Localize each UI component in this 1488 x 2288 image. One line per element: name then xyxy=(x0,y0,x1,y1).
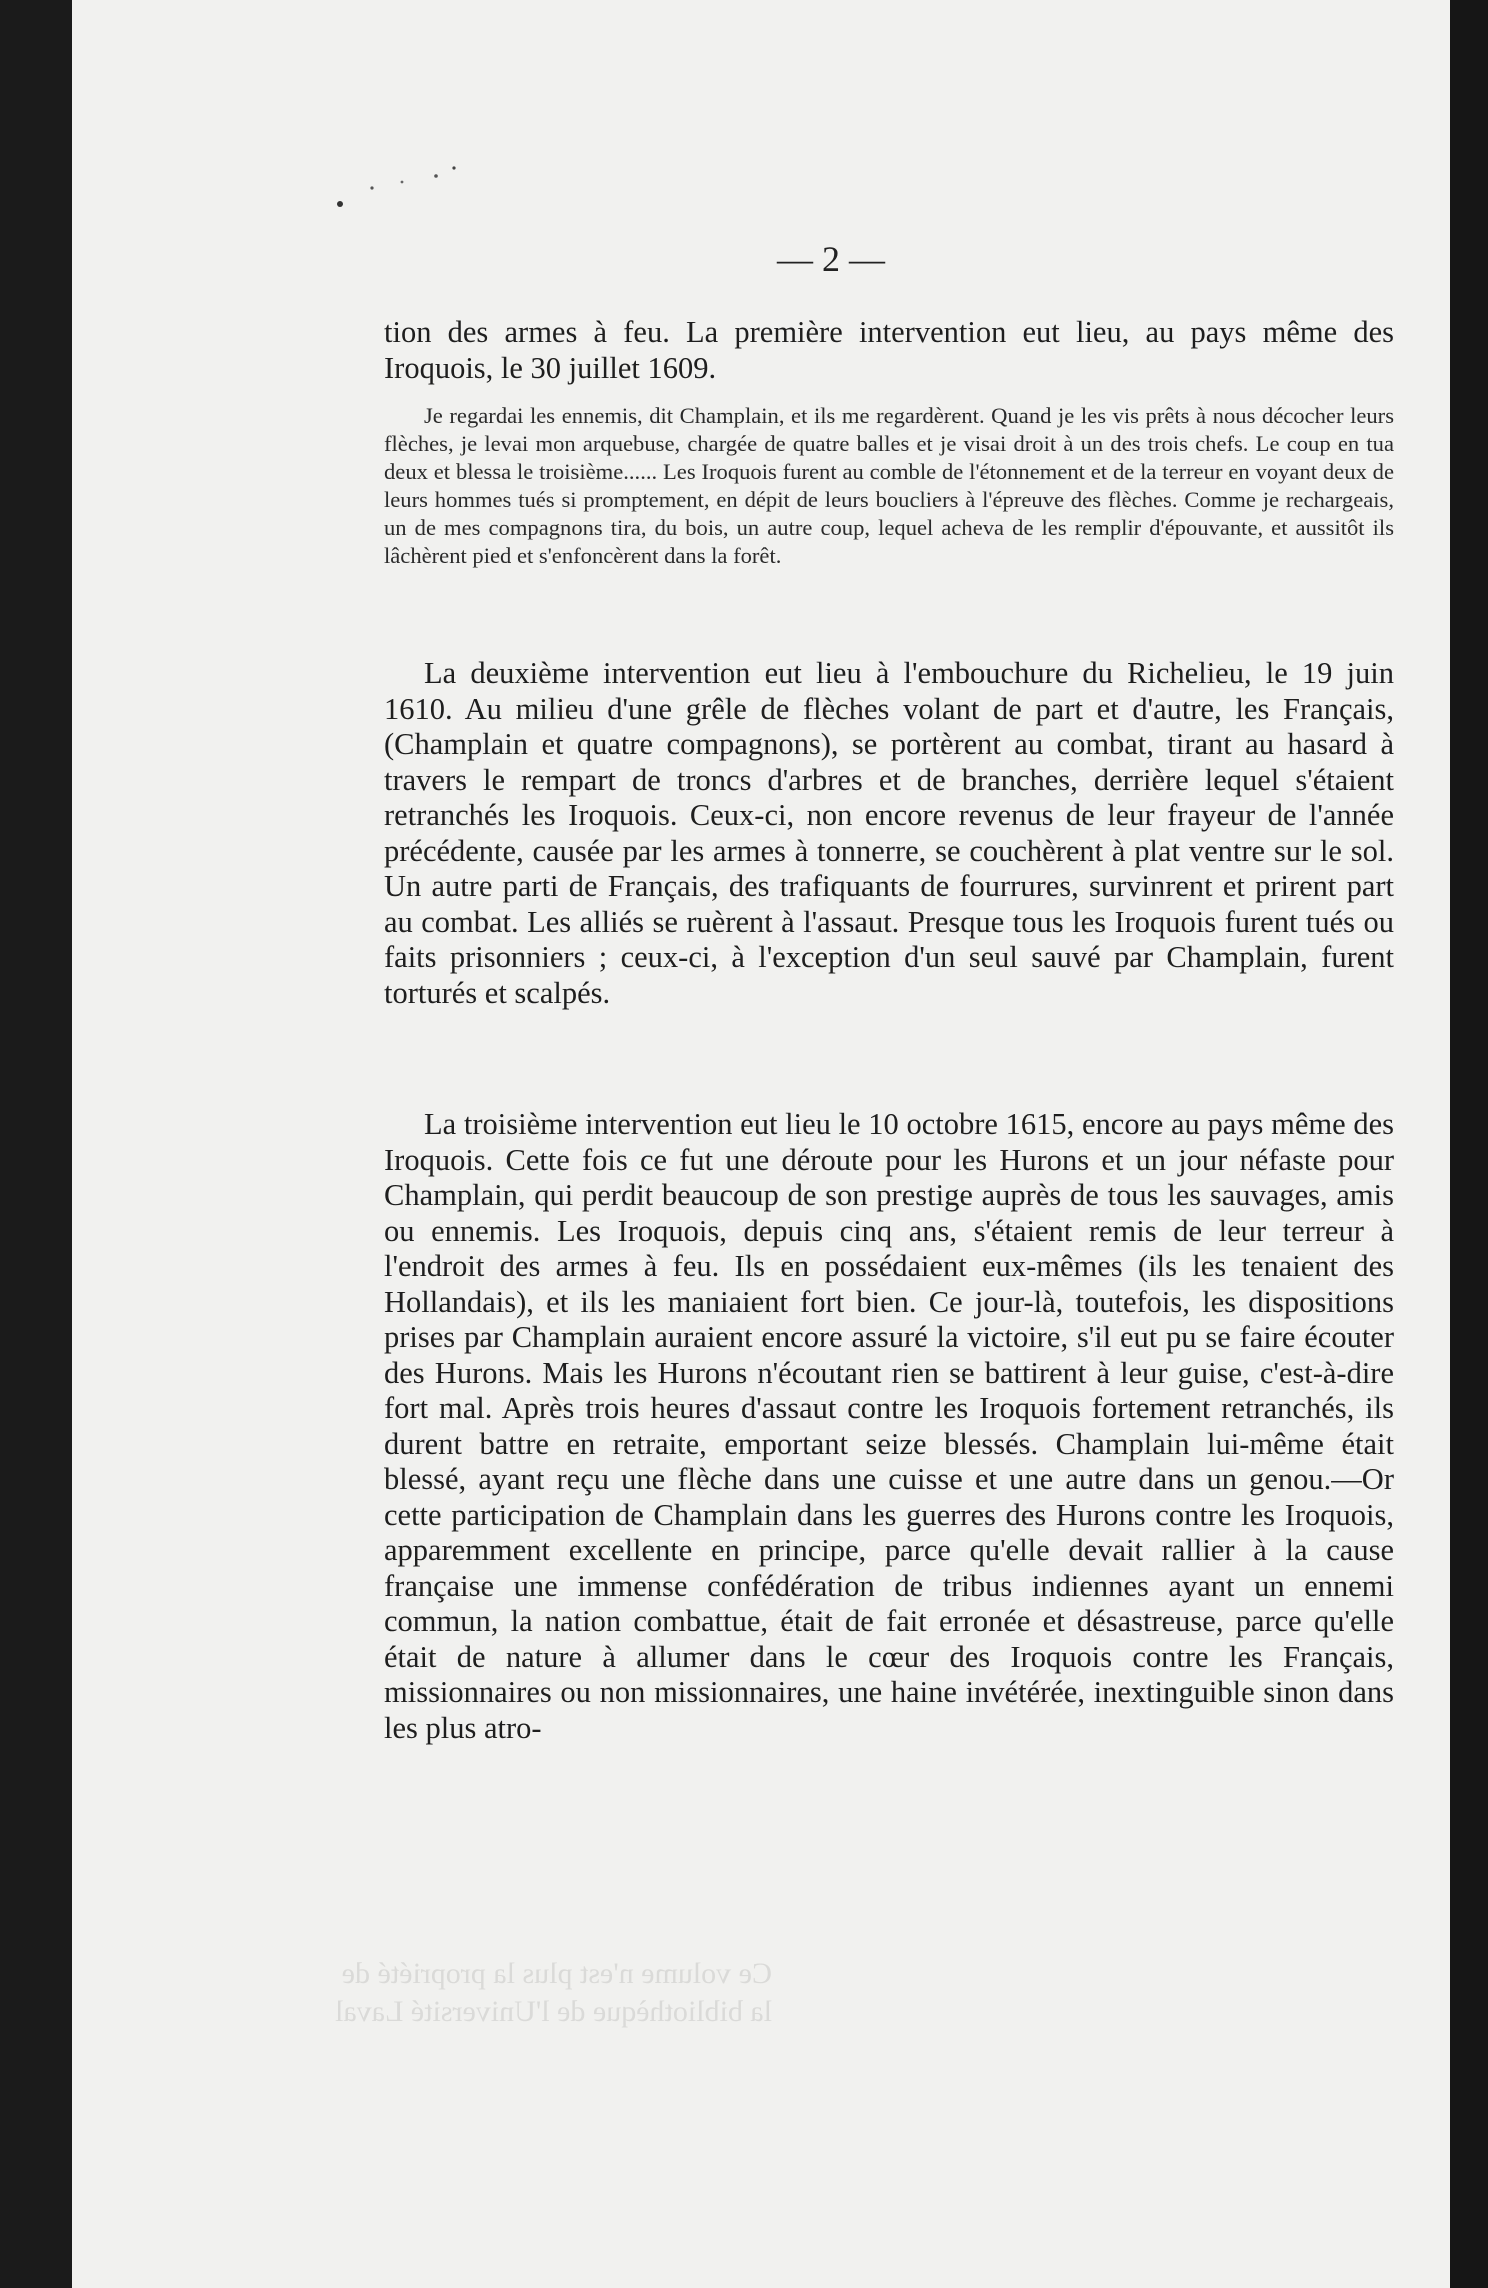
page-number: — 2 — xyxy=(777,239,885,279)
scan-edge-shadow xyxy=(1450,0,1488,2288)
paragraph-text: La troisième intervention eut lieu le 10 octobre 1615, encore au pays même des Iroquois. Cette fois ce fut une déroute pour les Hurons et un jour néfaste pour Champlain, qui perdit beaucoup de son prestige auprès de tous les sauvages, amis ou ennemis. Les Iroquois, depuis cinq ans, s'étaient remis de leur terreur à l'endroit des armes à feu. Ils en possédaient eux-mêmes (ils les tenaient des Hollandais), et ils les maniaient fort bien. Ce jour-là, toutefois, les dispositions prises par Champlain auraient encore assuré la victoire, s'il eut pu se faire écouter des Hurons. Mais les Hurons n'écoutant rien se battirent à leur guise, c'est-à-dire fort mal. Après trois heures d'assaut contre les Iroquois fortement retranchés, ils durent battre en retraite, emportant seize blessés. Champlain lui-même était blessé, ayant reçu une flèche dans une cuisse et une autre dans un genou.—Or cette participation de Champlain dans les guerres des Hurons contre les Iroquois, apparemment excellente en principe, parce qu'elle devait rallier à la cause française une immense confédération de tribus indiennes ayant un ennemi commun, la nation combattue, était de fait erronée et désastreuse, parce qu'elle était de nature à allumer dans le cœur des Iroquois contre les Français, missionnaires ou non missionnaires, une haine invétérée, inextinguible sinon dans les plus atro- xyxy=(384,1107,1394,1745)
paragraph-third-intervention xyxy=(384,1107,1394,1746)
paragraph-text: tion des armes à feu. La première intervention eut lieu, au pays même des Iroquois, le 30 juillet 1609. xyxy=(384,315,1394,385)
library-stamp-bleedthrough xyxy=(212,1955,772,2031)
paragraph-second-intervention xyxy=(384,656,1394,1011)
stamp-line-2: la bibliothèque de l'Université Laval xyxy=(335,1995,772,2028)
paragraph-text: La deuxième intervention eut lieu à l'embouchure du Richelieu, le 19 juin 1610. Au milieu d'une grêle de flèches volant de part et d'autre, les Français, (Champlain et quatre compagnons), se portèrent au combat, tirant au hasard à travers le rempart de troncs d'arbres et de branches, derrière lequel s'étaient retranchés les Iroquois. Ceux-ci, non encore revenus de leur frayeur de l'année précédente, causée par les armes à tonnerre, se couchèrent à plat ventre sur le sol. Un autre parti de Français, des trafiquants de fourrures, survinrent et prirent part au combat. Les alliés se ruèrent à l'assaut. Presque tous les Iroquois furent tués ou faits prisonniers ; ceux-ci, à l'exception d'un seul sauvé par Champlain, furent torturés et scalpés. xyxy=(384,656,1394,1010)
scanned-page xyxy=(72,0,1450,2288)
quote-text: Je regardai les ennemis, dit Champlain, et ils me regardèrent. Quand je les vis prêts à nous décocher leurs flèches, je levai mon arquebuse, chargée de quatre balles et je visai droit à un des trois chefs. Le coup en tua deux et blessa le troisième...... Les Iroquois furent au comble de l'étonnement et de la terreur en voyant deux de leurs hommes tués si promptement, en dépit de leurs boucliers à l'épreuve des flèches. Comme je rechargeais, un de mes compagnons tira, du bois, un autre coup, lequel acheva de les remplir d'épouvante, et aussitôt ils lâchèrent pied et s'enfoncèrent dans la forêt. xyxy=(384,403,1394,568)
champlain-quote xyxy=(384,402,1394,570)
stamp-line-1: Ce volume n'est plus la propriété de xyxy=(341,1957,772,1990)
paragraph-intro xyxy=(384,315,1394,386)
ink-specks xyxy=(332,160,472,220)
